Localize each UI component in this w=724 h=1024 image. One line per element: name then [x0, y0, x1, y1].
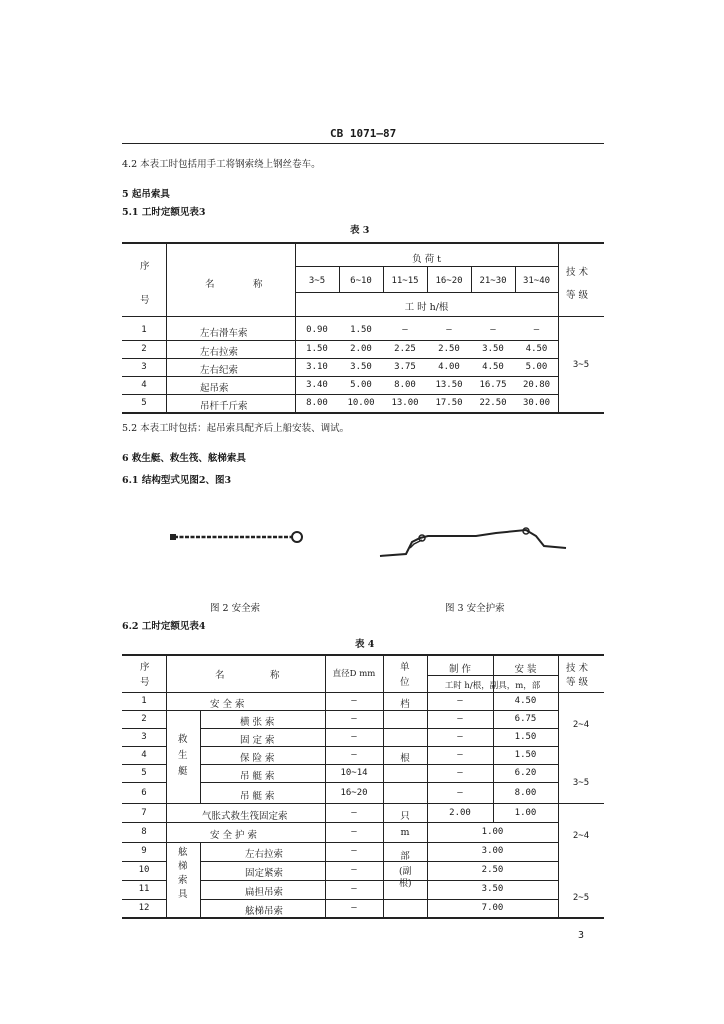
- t3-load-range: 6~10: [350, 276, 372, 286]
- table-cell: 17.50: [435, 398, 463, 408]
- table-cell: 5.00: [525, 362, 548, 372]
- table-cell: 3.00: [481, 846, 504, 856]
- t4-h-tech-2: 等 级: [566, 677, 589, 688]
- page-number: 3: [578, 930, 585, 941]
- table-cell: —: [351, 732, 357, 742]
- table-cell: 保 险 索: [240, 753, 275, 764]
- t4-h-install: 安 装: [514, 664, 537, 675]
- table-cell: 左右纪索: [200, 365, 239, 376]
- table-cell: 4.50: [514, 696, 537, 706]
- t4-grade: 3~5: [572, 778, 590, 788]
- table-cell: 固 定 索: [240, 735, 275, 746]
- section-4-2-text: 4.2 本表工时包括用手工将钢索绕上钢丝卷车。: [122, 159, 321, 170]
- header-rule: [122, 143, 604, 144]
- table-cell: —: [457, 750, 463, 760]
- table-cell: 横 张 索: [240, 717, 275, 728]
- section-6-2-title: 6.2 工时定额见表4: [122, 621, 206, 632]
- t4-group-lifeboat: 救 生 艇: [178, 734, 188, 777]
- table-cell: —: [351, 750, 357, 760]
- table3-caption: 表 3: [350, 225, 370, 236]
- table-cell: 8.00: [306, 398, 328, 408]
- table-cell: —: [457, 714, 463, 724]
- table-cell: —: [351, 846, 357, 856]
- t4-h-name-1: 名: [215, 670, 225, 681]
- table-cell: 2.00: [350, 344, 372, 354]
- table-cell: —: [351, 808, 357, 818]
- table-cell: 5: [141, 768, 147, 778]
- table-cell: 4.50: [482, 362, 504, 372]
- table-cell: 2.50: [438, 344, 460, 354]
- t3-h-seq-2: 号: [140, 295, 150, 306]
- table-cell: 3.50: [482, 344, 504, 354]
- table-cell: —: [351, 714, 357, 724]
- figure-2-caption: 图 2 安全索: [210, 603, 261, 614]
- t4-unit: 根: [400, 753, 410, 764]
- table-cell: 吊 艇 索: [240, 791, 275, 802]
- section-6-1-title: 6.1 结构型式见图2、图3: [122, 475, 232, 486]
- t3-h-name-2: 称: [253, 279, 263, 290]
- t4-h-unit-1: 单: [400, 662, 410, 673]
- table-cell: 3.50: [481, 884, 504, 894]
- table-cell: 11: [138, 884, 150, 894]
- t4-grade: 2~4: [572, 720, 590, 730]
- table-cell: 10~14: [340, 768, 368, 778]
- t4-h-seq-1: 序: [140, 662, 150, 673]
- t4-unit: m: [400, 827, 410, 838]
- table-cell: 1.50: [350, 325, 372, 335]
- t3-load-range: 21~30: [479, 276, 507, 286]
- table-cell: 吊 艇 索: [240, 771, 275, 782]
- t3-h-tech-2: 等 级: [566, 290, 589, 301]
- t4-h-make: 制 作: [448, 664, 472, 675]
- table-cell: 2: [141, 344, 147, 354]
- table-cell: 12: [138, 903, 150, 913]
- t4-unit: 部: [400, 851, 410, 862]
- table-cell: 3.50: [350, 362, 372, 372]
- table-cell: 2.00: [449, 808, 471, 818]
- t3-load-range: 16~20: [435, 276, 463, 286]
- table-cell: 9: [141, 846, 147, 856]
- t4-unit: 档: [400, 699, 410, 710]
- table-cell: 7: [141, 808, 147, 818]
- t4-h-hours: 工时 h/根，副具，m，部: [444, 681, 541, 691]
- table-cell: 13.50: [435, 380, 463, 390]
- table-cell: 4: [141, 750, 147, 760]
- table-cell: —: [457, 788, 463, 798]
- table-cell: 6.75: [514, 714, 537, 724]
- table-cell: 10.00: [347, 398, 375, 408]
- table-cell: 1.00: [481, 827, 504, 837]
- table-cell: 1.50: [514, 750, 537, 760]
- table-cell: —: [351, 696, 357, 706]
- figure-3-safety-guard-rope: [376, 520, 576, 565]
- t4-h-name-2: 称: [270, 670, 280, 681]
- table-cell: 6: [141, 788, 147, 798]
- t3-h-load: 负 荷 t: [412, 254, 441, 265]
- table-cell: —: [490, 325, 496, 335]
- table-cell: 1.50: [514, 732, 537, 742]
- table-cell: 30.00: [522, 398, 551, 408]
- t4-h-tech-1: 技 术: [566, 663, 589, 674]
- table-cell: 4.50: [525, 344, 548, 354]
- figure-2-safety-rope: [168, 525, 308, 549]
- table-cell: 8.00: [394, 380, 416, 390]
- t4-h-unit-2: 位: [400, 677, 410, 688]
- table-cell: 8.00: [514, 788, 537, 798]
- table-cell: 13.00: [391, 398, 419, 408]
- t3-h-seq-1: 序: [140, 261, 150, 272]
- table-cell: —: [533, 325, 540, 335]
- table-cell: 2.50: [481, 865, 504, 875]
- table-cell: 10: [138, 865, 150, 875]
- table-cell: 3: [141, 732, 147, 742]
- t3-load-range: 11~15: [391, 276, 419, 286]
- table-cell: 1: [141, 696, 147, 706]
- table-cell: 2: [141, 714, 147, 724]
- table-cell: 左右拉索: [245, 849, 284, 860]
- section-5-1-title: 5.1 工时定额见表3: [122, 207, 206, 218]
- section-6-title: 6 救生艇、救生筏、舷梯索具: [122, 453, 246, 464]
- t3-h-name-1: 名: [205, 279, 215, 290]
- t4-grade: 2~5: [572, 893, 590, 903]
- table-cell: 3.75: [394, 362, 416, 372]
- table-cell: —: [457, 696, 463, 706]
- table-cell: —: [351, 865, 357, 875]
- section-5-title: 5 起吊索具: [122, 189, 170, 200]
- table-cell: 左右滑车索: [200, 328, 248, 339]
- table4-caption: 表 4: [355, 639, 375, 650]
- table-cell: —: [351, 884, 357, 894]
- table-cell: —: [351, 827, 357, 837]
- table-cell: 左右拉索: [200, 347, 239, 358]
- table-cell: —: [446, 325, 452, 335]
- t4-unit: 只: [400, 811, 410, 822]
- t3-grade: 3~5: [572, 360, 590, 370]
- table-cell: 吊杆千斤索: [200, 401, 248, 412]
- section-5-2-text: 5.2 本表工时包括：起吊索具配齐后上船安装、调试。: [122, 423, 350, 434]
- table-cell: —: [457, 732, 463, 742]
- table-cell: 2.25: [394, 344, 416, 354]
- table-cell: 6.20: [514, 768, 537, 778]
- table-cell: 安 全 索: [210, 699, 245, 710]
- t4-grade: 2~4: [572, 831, 590, 841]
- table-cell: 16~20: [340, 788, 368, 798]
- t3-h-tech-1: 技 术: [566, 267, 589, 278]
- table-cell: 1: [141, 325, 147, 335]
- t3-load-range: 3~5: [308, 276, 326, 286]
- table-cell: 3.40: [306, 380, 328, 390]
- table-cell: 5: [141, 398, 147, 408]
- doc-code: CB 1071—87: [330, 127, 397, 140]
- table-cell: 3: [141, 362, 147, 372]
- t3-load-range: 31~40: [522, 276, 551, 286]
- table-cell: —: [351, 903, 357, 913]
- t4-h-diameter: 直径D mm: [332, 669, 376, 679]
- table-cell: 7.00: [481, 903, 504, 913]
- t4-h-seq-2: 号: [140, 677, 150, 688]
- table-cell: 气胀式救生筏固定索: [202, 811, 288, 822]
- table-cell: 5.00: [350, 380, 372, 390]
- table-cell: 20.80: [522, 380, 551, 390]
- t3-h-unit: 工 时 h/根: [404, 302, 449, 313]
- table-cell: 4: [141, 380, 147, 390]
- table-cell: 0.90: [306, 325, 328, 335]
- table-cell: 16.75: [479, 380, 507, 390]
- table-cell: 3.10: [306, 362, 328, 372]
- t4-unit: (副根): [399, 867, 412, 889]
- figure-3-caption: 图 3 安全护索: [445, 603, 505, 614]
- table-cell: 8: [141, 827, 147, 837]
- table-cell: 4.00: [438, 362, 460, 372]
- table-cell: 1.50: [306, 344, 328, 354]
- table-cell: 起吊索: [200, 383, 229, 394]
- table-cell: 舷梯吊索: [245, 906, 284, 917]
- t4-group-ladder-rigging: 舷 梯 索 具: [178, 847, 188, 900]
- table-cell: 扁担吊索: [245, 887, 284, 898]
- table-cell: —: [402, 325, 408, 335]
- table-cell: 22.50: [479, 398, 507, 408]
- table-cell: 固定紧索: [245, 868, 284, 879]
- table-cell: 安 全 护 索: [210, 830, 258, 841]
- table-cell: —: [457, 768, 463, 778]
- table-cell: 1.00: [514, 808, 537, 818]
